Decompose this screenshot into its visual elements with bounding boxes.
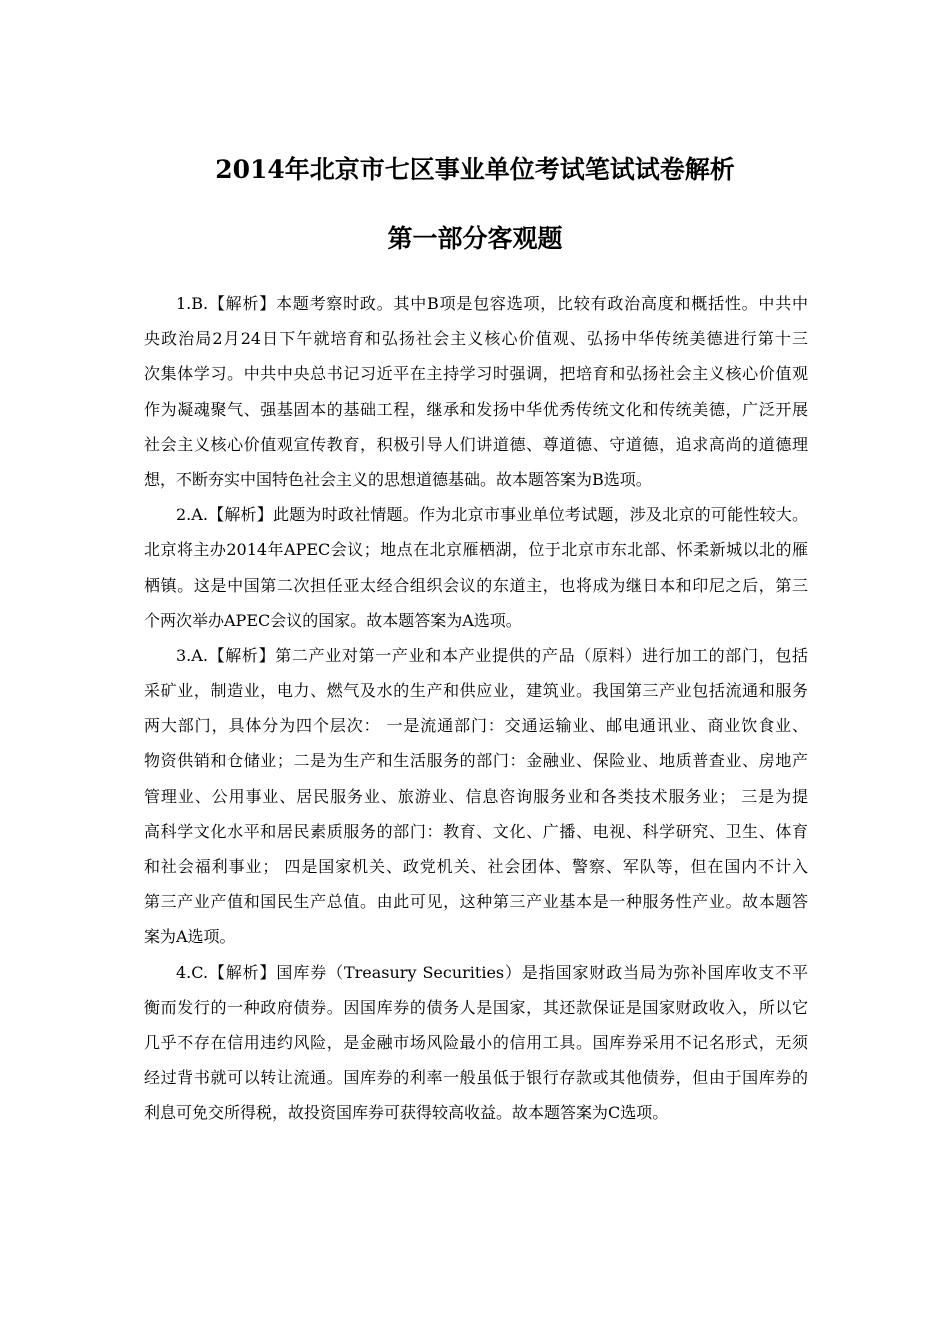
- document-body: [144, 286, 808, 1131]
- answer-paragraph-1: [144, 286, 808, 497]
- paragraph-line: 第三产业产值和国民生产总值。由此可见，这种第三产业基本是一种服务性产业。故本题答: [144, 892, 808, 912]
- paragraph-line: 经过背书就可以转让流通。国库券的利率一般虽低于银行存款或其他债券，但由于国库券的: [144, 1068, 808, 1088]
- paragraph-line: 物资供销和仓储业；二是为生产和生活服务的部门：金融业、保险业、地质普查业、房地产: [144, 751, 808, 771]
- paragraph-line: 栖镇。这是中国第二次担任亚太经合组织会议的东道主，也将成为继日本和印尼之后，第三: [144, 575, 808, 595]
- section-heading: 第一部分客观题: [387, 224, 563, 253]
- paragraph-line: 2.A.【解析】此题为时政社情题。作为北京市事业单位考试题，涉及北京的可能性较大。: [176, 505, 808, 525]
- paragraph-line: 1.B.【解析】本题考察时政。其中B项是包容选项，比较有政治高度和概括性。中共中: [176, 294, 808, 313]
- paragraph-line: 衡而发行的一种政府债券。因国库券的债务人是国家，其还款保证是国家财政收入，所以它: [144, 997, 808, 1017]
- paragraph-line: 央政治局2月24日下午就培育和弘扬社会主义核心价值观、弘扬中华传统美德进行第十三: [144, 329, 808, 349]
- paragraph-line: 个两次举办APEC会议的国家。故本题答案为A选项。: [144, 610, 522, 630]
- paragraph-line: 案为A选项。: [144, 927, 236, 947]
- answer-paragraph-4: [144, 955, 808, 1131]
- paragraph-line: 4.C.【解析】国库券（Treasury Securities）是指国家财政当局为弥补国库收支不平: [176, 962, 808, 982]
- paragraph-line: 想，不断夯实中国特色社会主义的思想道德基础。故本题答案为B选项。: [144, 469, 652, 489]
- paragraph-line: 社会主义核心价值观宣传教育，积极引导人们讲道德、尊道德、守道德，追求高尚的道德理: [144, 434, 808, 454]
- paragraph-line: 作为凝魂聚气、强基固本的基础工程，继承和发扬中华优秀传统文化和传统美德，广泛开展: [144, 399, 808, 419]
- answer-paragraph-3: [144, 638, 808, 955]
- answer-paragraph-2: [144, 497, 808, 638]
- paragraph-line: 两大部门，具体分为四个层次： 一是流通部门：交通运输业、邮电通讯业、商业饮食业、: [144, 716, 808, 736]
- paragraph-line: 3.A.【解析】第二产业对第一产业和本产业提供的产品（原料）进行加工的部门，包括: [176, 645, 808, 665]
- paragraph-line: 高科学文化水平和居民素质服务的部门：教育、文化、广播、电视、科学研究、卫生、体育: [144, 821, 808, 841]
- document-title: 2014年北京市七区事业单位考试笔试试卷解析: [215, 155, 735, 184]
- paragraph-line: 几乎不存在信用违约风险，是金融市场风险最小的信用工具。国库券采用不记名形式，无须: [144, 1032, 808, 1052]
- paragraph-line: 北京将主办2014年APEC会议；地点在北京雁栖湖，位于北京市东北部、怀柔新城以北的雁: [144, 540, 808, 560]
- paragraph-line: 采矿业，制造业，电力、燃气及水的生产和供应业，建筑业。我国第三产业包括流通和服务: [144, 681, 808, 701]
- paragraph-line: 次集体学习。中共中央总书记习近平在主持学习时强调，把培育和弘扬社会主义核心价值观: [144, 364, 808, 384]
- paragraph-line: 管理业、公用事业、居民服务业、旅游业、信息咨询服务业和各类技术服务业； 三是为提: [144, 786, 808, 806]
- paragraph-line: 利息可免交所得税，故投资国库券可获得较高收益。故本题答案为C选项。: [144, 1103, 669, 1123]
- paragraph-line: 和社会福利事业； 四是国家机关、政党机关、社会团体、警察、军队等，但在国内不计入: [144, 857, 808, 876]
